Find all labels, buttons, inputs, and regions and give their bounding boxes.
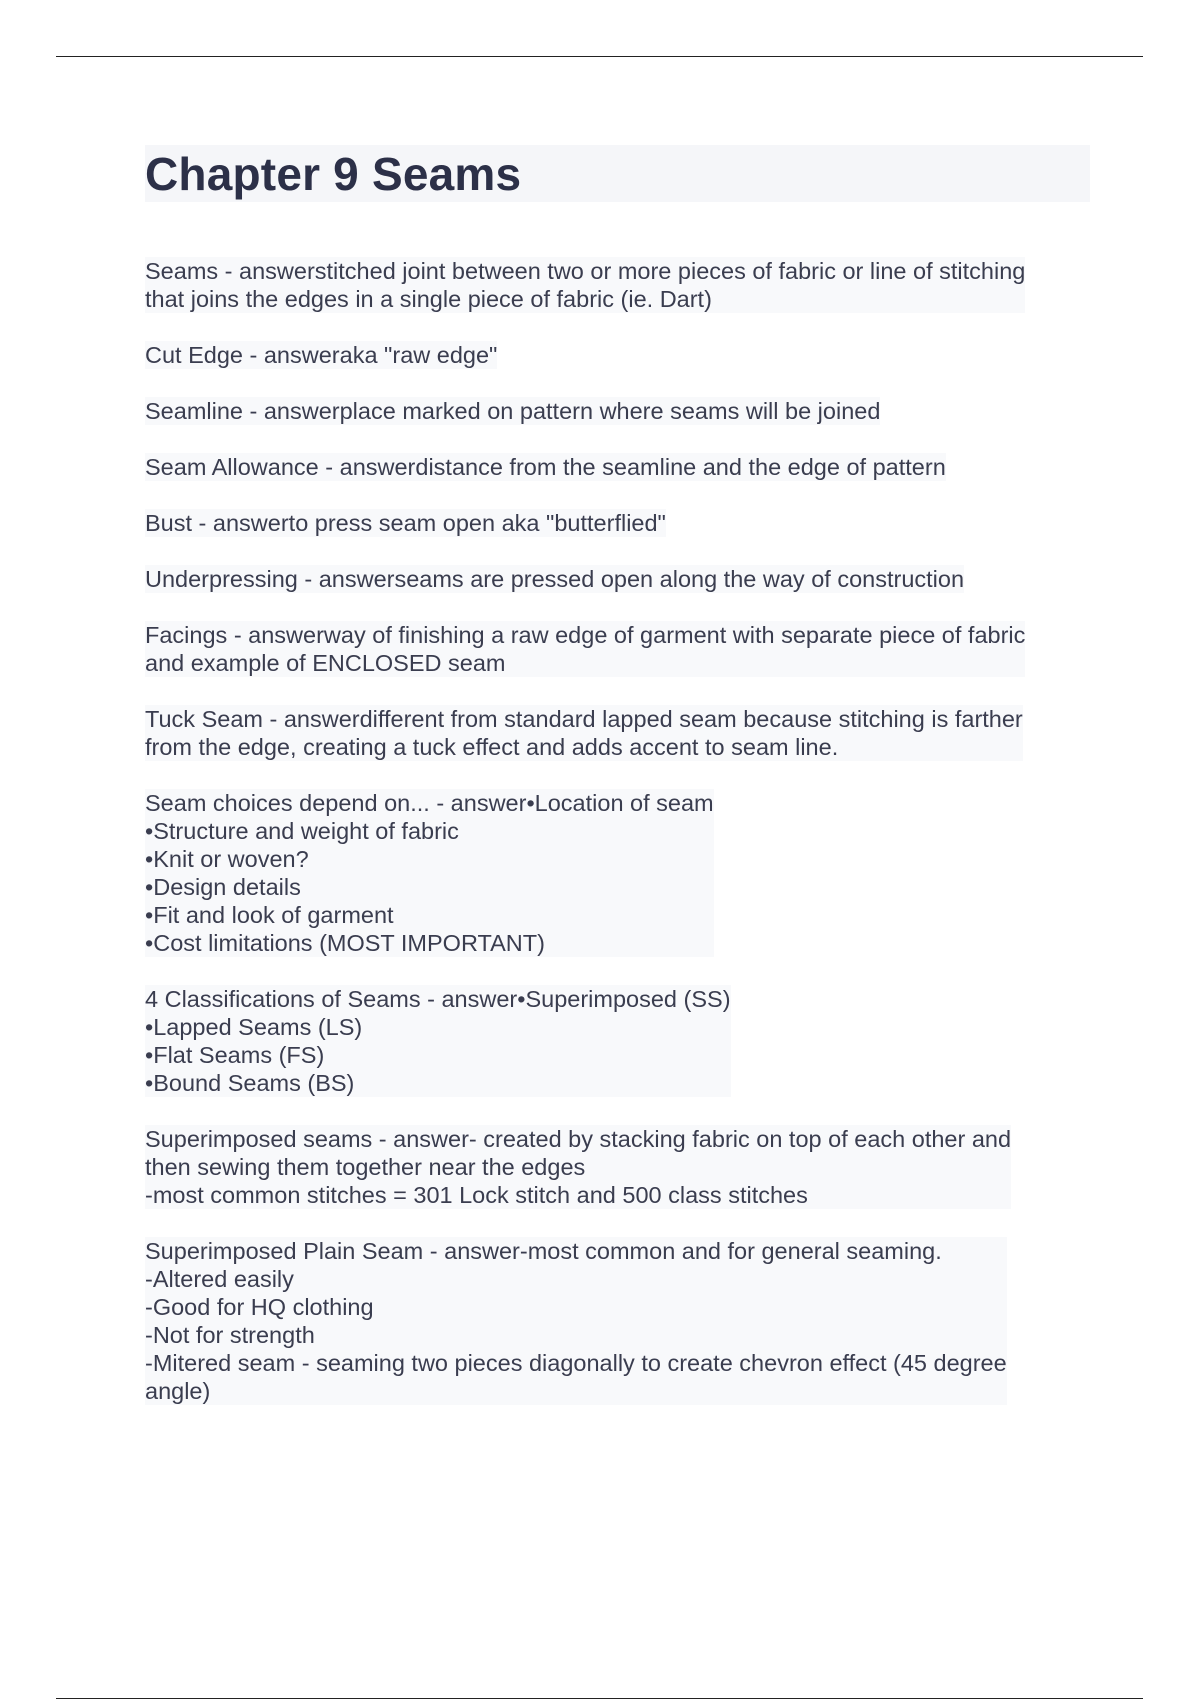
entry-term-line: Superimposed Plain Seam - answer-most common and for general seaming.	[145, 1238, 942, 1264]
entry-detail-line: •Design details	[145, 874, 301, 900]
entry-term-line: Seam Allowance - answerdistance from the seamline and the edge of pattern	[145, 454, 946, 480]
entry-list	[145, 257, 1090, 1405]
flashcard-entry	[145, 621, 1025, 677]
entry-detail-line: •Cost limitations (MOST IMPORTANT)	[145, 930, 545, 956]
title-band	[145, 145, 1090, 202]
flashcard-entry	[145, 509, 666, 537]
flashcard-entry	[145, 397, 880, 425]
entry-detail-line: from the edge, creating a tuck effect and adds accent to seam line.	[145, 734, 839, 760]
entry-term-line: Facings - answerway of finishing a raw edge of garment with separate piece of fabric	[145, 622, 1026, 648]
entry-detail-line: then sewing them together near the edges	[145, 1154, 586, 1180]
entry-term-line: Seamline - answerplace marked on pattern where seams will be joined	[145, 398, 881, 424]
entry-detail-line: •Structure and weight of fabric	[145, 818, 459, 844]
entry-term-line: Underpressing - answerseams are pressed open along the way of construction	[145, 566, 965, 592]
entry-term-line: Bust - answerto press seam open aka "butterflied"	[145, 510, 666, 536]
bottom-divider	[56, 1698, 1143, 1699]
flashcard-entry	[145, 1125, 1011, 1209]
top-divider	[56, 56, 1143, 57]
entry-term-line: Superimposed seams - answer- created by stacking fabric on top of each other and	[145, 1126, 1012, 1152]
page-title: Chapter 9 Seams	[145, 147, 522, 200]
entry-detail-line: •Bound Seams (BS)	[145, 1070, 355, 1096]
document-body	[145, 145, 1090, 1433]
flashcard-entry	[145, 453, 946, 481]
entry-term-line: 4 Classifications of Seams - answer•Superimposed (SS)	[145, 986, 731, 1012]
flashcard-entry	[145, 1237, 1007, 1405]
entry-detail-line: •Lapped Seams (LS)	[145, 1014, 363, 1040]
entry-detail-line: •Fit and look of garment	[145, 902, 394, 928]
entry-term-line: Seams - answerstitched joint between two or more pieces of fabric or line of stitching	[145, 258, 1026, 284]
entry-term-line: Seam choices depend on... - answer•Location of seam	[145, 790, 714, 816]
entry-detail-line: -Not for strength	[145, 1322, 315, 1348]
flashcard-entry	[145, 705, 1023, 761]
entry-detail-line: -Mitered seam - seaming two pieces diagonally to create chevron effect (45 degree	[145, 1350, 1007, 1376]
entry-detail-line: -most common stitches = 301 Lock stitch and 500 class stitches	[145, 1182, 808, 1208]
entry-term-line: Cut Edge - answeraka "raw edge"	[145, 342, 498, 368]
entry-term-line: Tuck Seam - answerdifferent from standard lapped seam because stitching is farther	[145, 706, 1023, 732]
entry-detail-line: •Flat Seams (FS)	[145, 1042, 325, 1068]
entry-detail-line: and example of ENCLOSED seam	[145, 650, 506, 676]
entry-detail-line: that joins the edges in a single piece of fabric (ie. Dart)	[145, 286, 712, 312]
entry-detail-line: angle)	[145, 1378, 211, 1404]
flashcard-entry	[145, 985, 731, 1097]
flashcard-entry	[145, 789, 714, 957]
entry-detail-line: -Altered easily	[145, 1266, 294, 1292]
entry-detail-line: -Good for HQ clothing	[145, 1294, 374, 1320]
flashcard-entry	[145, 565, 964, 593]
entry-detail-line: •Knit or woven?	[145, 846, 309, 872]
flashcard-entry	[145, 257, 1025, 313]
flashcard-entry	[145, 341, 497, 369]
